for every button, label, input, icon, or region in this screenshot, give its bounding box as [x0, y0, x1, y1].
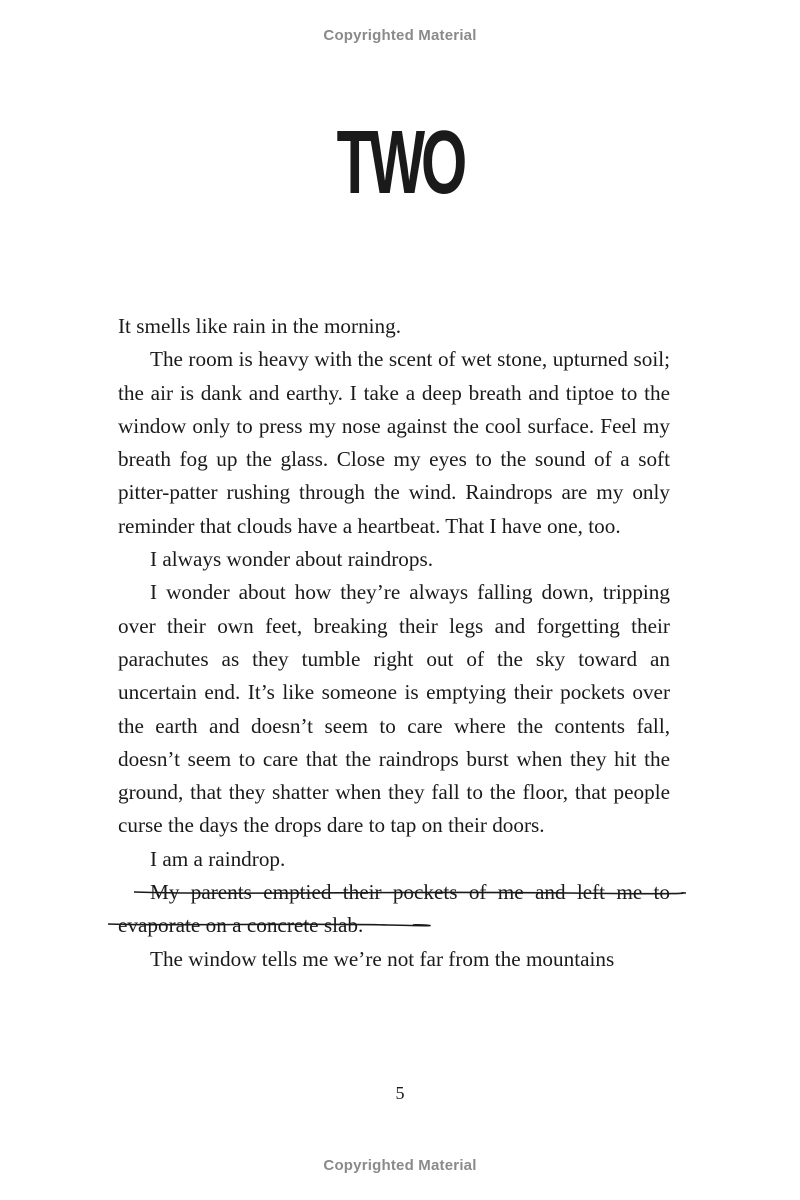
paragraph-3: I always wonder about raindrops. — [150, 547, 434, 572]
struck-paragraph-text: My parents emptied their pockets of me and left me to evaporate on a concrete slab. — [118, 880, 670, 938]
struck-paragraph — [118, 876, 670, 943]
page-number: 5 — [395, 1083, 405, 1103]
paragraph-2: The room is heavy with the scent of wet stone, upturned soil; the air is dank and earthy. I take a deep breath and tiptoe to the window only to press my nose against the cool surface. Feel my breath fog up the glass. Close my eyes to the sound of a soft pitter-patter rushing through the wind. Raindrops are my only reminder that clouds have a heartbeat. That I have one, too. — [118, 347, 670, 538]
paragraph-7: The window tells me we’re not far from the mountains — [150, 946, 615, 971]
paragraph-5: I am a raindrop. — [150, 846, 286, 871]
copyright-watermark-top: Copyrighted Material — [323, 27, 477, 44]
paragraph-4: I wonder about how they’re always falling down, tripping over their own feet, breaking their legs and forgetting their parachutes as they tumble right out of the sky toward an uncertain end. It’s like someone is emptying their pockets over the earth and doesn’t seem to care where the contents fall, doesn’t seem to care that the raindrops burst when they hit the ground, that they shatter when they fall to the floor, that people curse the days the drops dare to tap on their doors. — [118, 580, 670, 838]
chapter-title-text: TWO — [336, 113, 464, 213]
body-text — [118, 310, 670, 976]
paragraph-1: It smells like rain in the morning. — [118, 314, 402, 338]
copyright-watermark-bottom: Copyrighted Material — [323, 1157, 477, 1174]
chapter-title — [0, 113, 800, 213]
